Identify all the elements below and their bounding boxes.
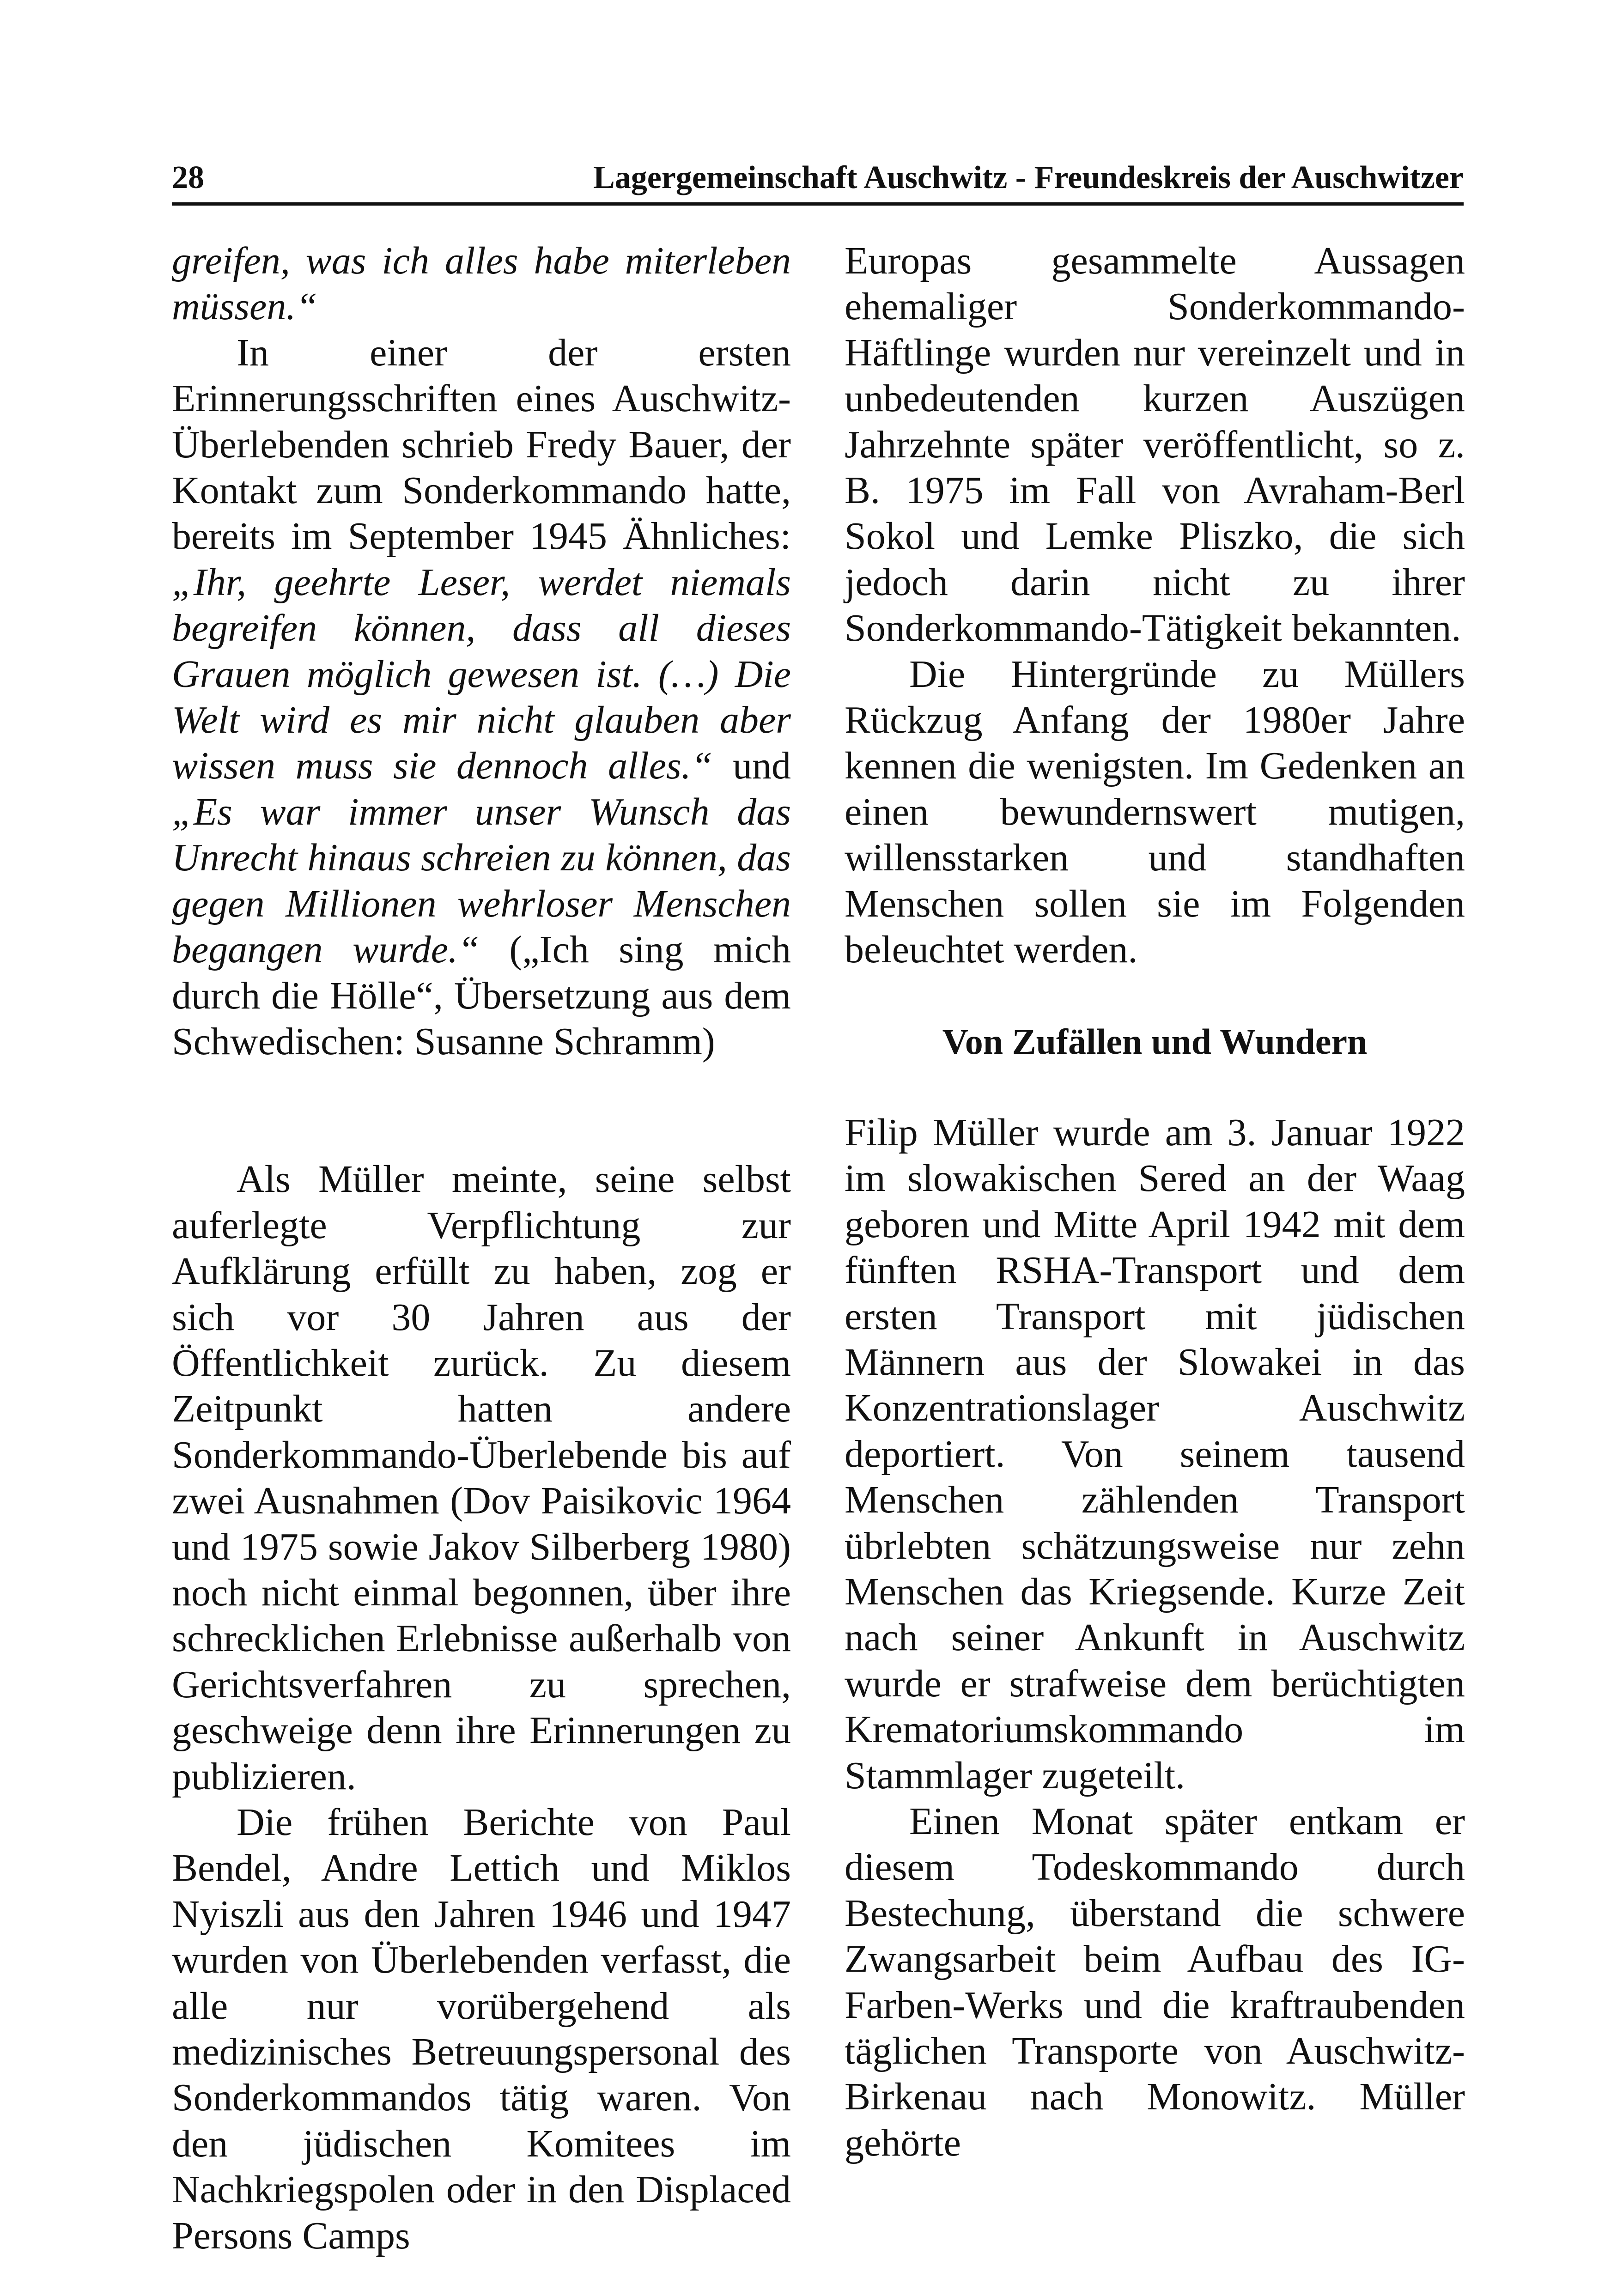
paragraph-background: Die Hintergründe zu Müllers Rückzug Anfang der 1980er Jahre kennen die wenigsten. Im Gedenken an einen bewundernswert mutigen, willensstarken und standhaften Menschen sollen sie im Folgenden beleuchtet werden.	[845, 652, 1465, 972]
right-column	[845, 238, 1465, 2166]
quote-text: „Ihr, geehrte Leser, werdet niemals begreifen können, dass all dieses Grauen möglich gewesen ist. (…) Die Welt wird es mir nicht glauben aber wissen muss sie dennoch alles.“	[172, 560, 791, 788]
paragraph-quote-end: greifen, was ich alles habe miterleben müssen.“	[172, 239, 791, 328]
paragraph-text: („Ich sing mich durch die Hölle“, Übersetzung aus dem Schwedischen: Susanne Schramm)	[172, 928, 791, 1063]
quote-text: „Es war immer unser Wunsch das Unrecht hinaus schreien zu können, das gegen Millionen wehrloser Menschen begangen wurde.“	[172, 790, 791, 972]
paragraph-text: In einer der ersten Erinnerungsschriften eines Auschwitz-Überlebenden schrieb Fredy Bauer, der Kontakt zum Sonderkommando hatte, bereits im September 1945 Ähnliches:	[172, 331, 791, 558]
page-number: 28	[172, 160, 204, 195]
paragraph-mueller-withdrawal: Als Müller meinte, seine selbst auferlegte Verpflichtung zur Aufklärung erfüllt zu haben, zog er sich vor 30 Jahren aus der Öffentlichkeit zurück. Zu diesem Zeitpunkt hatten andere Sonderkommando-Überlebende bis auf zwei Ausnahmen (Dov Paisikovic 1964 und 1975 sowie Jakov Silberberg 1980) noch nicht einmal begonnen, über ihre schrecklichen Erlebnisse außerhalb von Gerichtsverfahren zu sprechen, geschweige denn ihre Erinnerungen zu publizieren.	[172, 1158, 791, 1798]
paragraph-early-reports: Die frühen Berichte von Paul Bendel, Andre Lettich und Miklos Nyiszli aus den Jahren 1946 und 1947 wurden von Überlebenden verfasst, die alle nur vorübergehend als medizinisches Betreuungspersonal des Sonderkommandos tätig waren. Von den jüdischen Komitees im Nachkriegspolen oder in den Displaced Persons Camps	[172, 1801, 791, 2257]
paragraph-biography: Filip Müller wurde am 3. Januar 1922 im slowakischen Sered an der Waag geboren und Mitte April 1942 mit dem fünften RSHA-Transport und dem ersten Transport mit jüdischen Männern aus der Slowakei in das Konzentrationslager Auschwitz deportiert. Von seinem tausend Menschen zählenden Transport übrlebten schätzungsweise nur zehn Menschen das Kriegsende. Kurze Zeit nach seiner Ankunft in Auschwitz wurde er strafweise dem berüchtigten Krematoriumskommando im Stammlager zugeteilt.	[845, 1111, 1465, 1797]
paragraph-text: und	[712, 744, 791, 788]
section-heading: Von Zufällen und Wundern	[942, 1021, 1368, 1062]
paragraph-escape: Einen Monat später entkam er diesem Todeskommando durch Bestechung, überstand die schwere Zwangsarbeit beim Aufbau des IG-Farben-Werks und die kraftraubenden täglichen Transporte von Auschwitz-Birkenau nach Monowitz. Müller gehörte	[845, 1800, 1465, 2164]
page-header	[172, 150, 1464, 206]
paragraph-europe-testimonies: Europas gesammelte Aussagen ehemaliger Sonderkommando-Häftlinge wurden nur vereinzelt und in unbedeutenden kurzen Auszügen Jahrzehnte später veröffentlicht, so z. B. 1975 im Fall von Avraham-Berl Sokol und Lemke Pliszko, die sich jedoch darin nicht zu ihrer Sonderkommando-Tätigkeit bekannten.	[845, 239, 1465, 650]
running-title: Lagergemeinschaft Auschwitz - Freundeskreis der Auschwitzer	[593, 160, 1464, 195]
left-column	[172, 238, 791, 2259]
paragraph-fredy-bauer	[172, 330, 791, 1065]
